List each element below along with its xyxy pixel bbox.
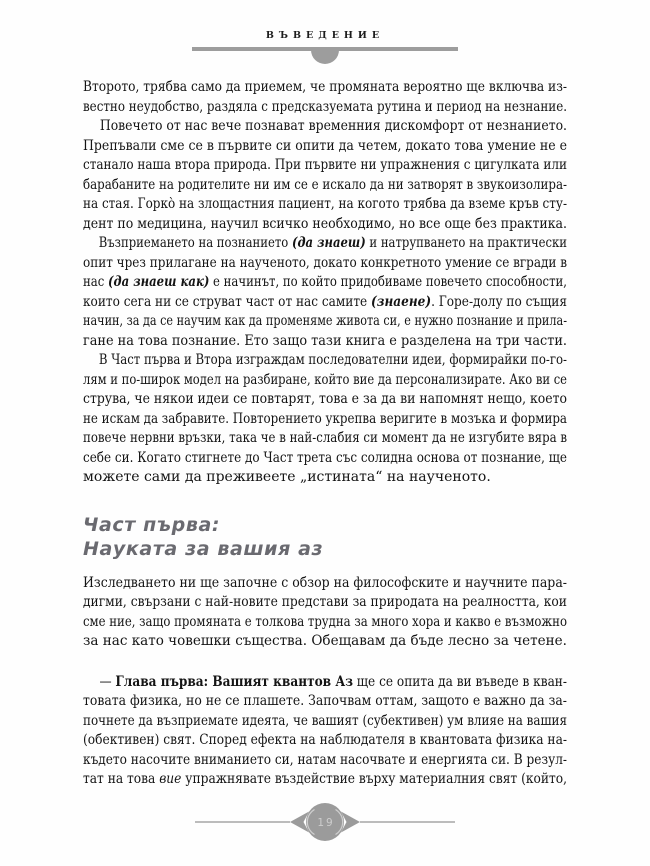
text-line: не искам да забравите. Повторението укрепва веригите в мозъка и формира [83, 410, 567, 427]
body-text [83, 68, 567, 790]
text-line: тат на това вие упражнявате въздействие върху материалния свят (който, [83, 771, 567, 787]
text-line: Възприемането на познанието (да знаеш) и натрупването на практически [98, 235, 567, 251]
paragraph [83, 673, 567, 790]
text-line: барабаните на родителите ни им се е искало да ни затворят в звукоизолира- [83, 176, 567, 193]
text-line: В Част първа и Втора изграждам последователни идеи, формирайки по-го- [98, 352, 567, 368]
text-line: себе си. Когато стигнете до Част трета със солидна основа от познание, ще [83, 449, 567, 466]
text-line: на стая. Горко̀ на злощастния пациент, на когото трябва да вземе кръв сту- [83, 196, 567, 212]
text-line: опит чрез прилагане на наученото, докато конкретното умение се вгради в [83, 254, 567, 271]
header-semicircle-ornament [311, 50, 339, 64]
text-line: станало наша втора природа. При първите ни упражнения с цигулката или [83, 157, 567, 173]
text-line: Изследването ни ще започне с обзор на философските и научните пара- [83, 574, 567, 591]
running-head: ВЪВЕДЕНИЕ [265, 30, 385, 41]
text-line: лям и по-широк модел на разбиране, който вие да персонализирате. Ако ви се [83, 371, 567, 388]
paragraph [83, 78, 567, 117]
section-heading-line: Науката за вашия аз [83, 537, 324, 560]
text-line: гане на това познание. Ето защо тази книга е разделена на три части. [83, 332, 567, 349]
text-line: Препъвали сме се в първите си опити да четем, докато това умение не е [83, 137, 567, 154]
text-line: начин, за да се научим как да променяме живота си, е нужно познание и прила- [83, 313, 567, 329]
paragraph [83, 574, 567, 652]
text-line: сме ние, защо промяната е толкова трудна за много хора и какво е възможно [83, 613, 567, 630]
text-line: нас (да знаеш как) е начинът, по който придобиваме повечето способности, [83, 274, 567, 290]
section-heading [83, 513, 567, 561]
text-line: където насочите вниманието си, натам насочвате и енергията си. В резул- [83, 751, 567, 768]
text-line: — Глава първа: Вашият квантов Аз ще се опита да ви въведе в кван- [99, 673, 567, 690]
page-number: 19 [317, 817, 335, 829]
paragraph [83, 117, 567, 234]
text-line: които сега ни се струват част от нас самите (знаене). Горе-долу по същия [83, 293, 567, 310]
section-heading-line: Част първа: [83, 513, 221, 536]
text-line: товата физика, но не се плашете. Започвам оттам, защото е важно да за- [83, 693, 567, 709]
text-line: Второто, трябва само да приемем, че промяната вероятно ще включва из- [83, 79, 567, 95]
paragraph [83, 351, 567, 488]
text-line: дент по медицина, научил всичко необходимо, но все още без практика. [83, 215, 567, 232]
text-line: повече нервни връзки, така че в най-слабия си момент да не изгубите вяра в [83, 430, 567, 446]
text-line: (обективен) свят. Според ефекта на наблюдателя в квантовата физика на- [83, 732, 567, 748]
text-line: можете сами да преживеете „истината“ на наученото. [83, 469, 491, 485]
text-line: за нас като човешки същества. Обещавам да бъде лесно за четене. [83, 633, 567, 649]
text-line: почнете да възприемате идеята, че вашият (субективен) ум влияе на вашия [83, 712, 567, 729]
text-line: Повечето от нас вече познават временния дискомфорт от незнанието. [99, 118, 567, 134]
text-line: струва, че някои идеи се повтарят, това е за да ви напомнят нещо, което [83, 391, 567, 407]
page-number-ornament [193, 800, 457, 844]
text-line: вестно неудобство, раздяла с предсказуемата рутина и период на незнание. [83, 98, 567, 115]
paragraph [83, 234, 567, 351]
text-line: дигми, свързани с най-новите представи за природата на реалността, кои [83, 594, 567, 610]
